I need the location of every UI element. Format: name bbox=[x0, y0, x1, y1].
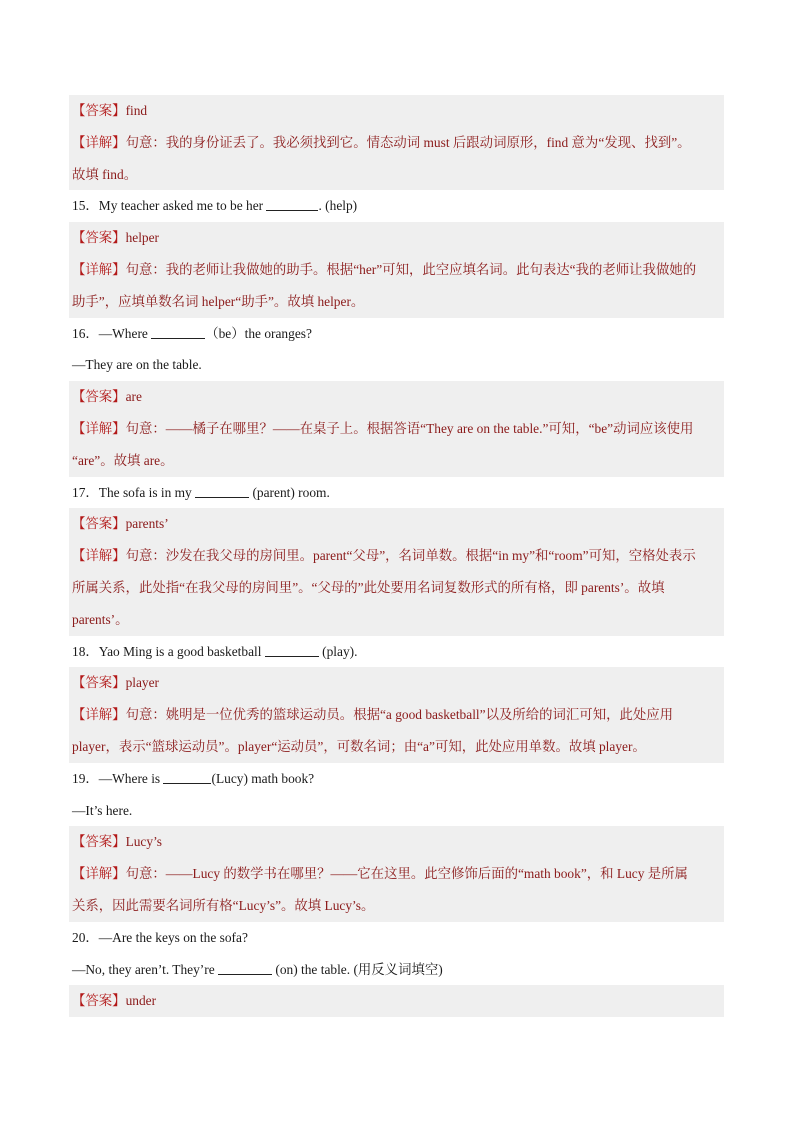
question-text: （be）the oranges? bbox=[205, 325, 312, 341]
answer-line bbox=[69, 667, 724, 699]
answer-blank bbox=[163, 771, 211, 784]
detail-text: 句意：我的身份证丢了。我必须找到它。情态动词 must 后跟动词原形，find 意为“发现、找到”。 bbox=[125, 134, 691, 150]
answer-tag: 【答案】 bbox=[72, 389, 126, 405]
detail-text: player，表示“篮球运动员”。player“运动员”，可数名词；由“a”可知，此处应用单数。故填 player。 bbox=[72, 738, 646, 754]
answer-text: under bbox=[125, 993, 157, 1009]
question-text: —It’s here. bbox=[72, 802, 133, 818]
question-text: (play). bbox=[318, 643, 358, 659]
detail-line bbox=[69, 858, 724, 890]
document-page bbox=[69, 95, 724, 1017]
detail-line bbox=[69, 572, 724, 604]
detail-text: 句意：——橘子在哪里？——在桌子上。根据答语“They are on the table.”可知，“be”动词应该使用 bbox=[125, 420, 694, 436]
answer-line bbox=[69, 826, 724, 858]
answer-line bbox=[69, 222, 724, 254]
answer-blank bbox=[151, 326, 205, 339]
answer-blank bbox=[195, 485, 249, 498]
detail-line bbox=[69, 159, 724, 191]
detail-line bbox=[69, 445, 724, 477]
answer-tag: 【答案】 bbox=[72, 103, 126, 118]
detail-text: 句意：沙发在我父母的房间里。parent“父母”，名词单数。根据“in my”和“room”可知，空格处表示 bbox=[125, 548, 696, 564]
question-text: —Are the keys on the sofa? bbox=[98, 929, 248, 945]
question-line bbox=[69, 763, 724, 795]
question-line bbox=[69, 349, 724, 381]
answer-text: player bbox=[125, 675, 160, 691]
question-text: (parent) room. bbox=[249, 484, 330, 500]
answer-tag: 【答案】 bbox=[72, 993, 126, 1009]
detail-line bbox=[69, 540, 724, 572]
question-text: . (help) bbox=[318, 198, 358, 214]
question-text: —Where bbox=[98, 325, 152, 341]
question-number: 15． bbox=[72, 198, 99, 214]
detail-text: 句意：——Lucy 的数学书在哪里？——它在这里。此空修饰后面的“math book”，和 Lucy 是所属 bbox=[125, 866, 688, 882]
answer-tag: 【答案】 bbox=[72, 516, 126, 532]
answer-blank bbox=[266, 198, 318, 211]
question-number: 18． bbox=[72, 643, 99, 659]
question-text: —Where is bbox=[98, 770, 164, 786]
question-text: (on) the table. (用反义词填空) bbox=[272, 961, 443, 977]
detail-line bbox=[69, 254, 724, 286]
answer-text: helper bbox=[125, 230, 160, 246]
detail-tag: 【详解】 bbox=[72, 261, 126, 277]
answer-line bbox=[69, 381, 724, 413]
answer-blank bbox=[265, 644, 319, 657]
answer-line bbox=[69, 95, 724, 127]
detail-text: parents’。 bbox=[72, 611, 129, 627]
detail-line bbox=[69, 604, 724, 636]
detail-tag: 【详解】 bbox=[72, 420, 126, 436]
question-number: 19． bbox=[72, 770, 99, 786]
detail-text: 关系，因此需要名词所有格“Lucy’s”。故填 Lucy’s。 bbox=[72, 897, 375, 913]
question-text: —They are on the table. bbox=[72, 357, 202, 373]
answer-text: Lucy’s bbox=[125, 834, 163, 850]
question-number: 20． bbox=[72, 929, 99, 945]
detail-tag: 【详解】 bbox=[72, 866, 126, 882]
answer-tag: 【答案】 bbox=[72, 834, 126, 850]
question-text: My teacher asked me to be her bbox=[98, 198, 267, 214]
detail-text: 故填 find。 bbox=[72, 166, 138, 182]
detail-text: 所属关系，此处指“在我父母的房间里”。“父母的”此处要用名词复数形式的所有格，即 parents’。故填 bbox=[72, 579, 665, 595]
question-text: The sofa is in my bbox=[98, 484, 196, 500]
question-line bbox=[69, 922, 724, 954]
answer-tag: 【答案】 bbox=[72, 675, 126, 691]
detail-line bbox=[69, 699, 724, 731]
question-line bbox=[69, 477, 724, 509]
detail-line bbox=[69, 413, 724, 445]
detail-text: “are”。故填 are。 bbox=[72, 452, 174, 468]
detail-text: 句意：姚明是一位优秀的篮球运动员。根据“a good basketball”以及所给的词汇可知，此处应用 bbox=[125, 707, 674, 723]
detail-line bbox=[69, 286, 724, 318]
detail-line bbox=[69, 890, 724, 922]
answer-line bbox=[69, 985, 724, 1017]
detail-text: 句意：我的老师让我做她的助手。根据“her”可知，此空应填名词。此句表达“我的老师让我做她的 bbox=[125, 261, 697, 277]
question-number: 16． bbox=[72, 325, 99, 341]
detail-tag: 【详解】 bbox=[72, 548, 126, 564]
detail-text: 助手”，应填单数名词 helper“助手”。故填 helper。 bbox=[72, 293, 365, 309]
question-line bbox=[69, 954, 724, 986]
question-line bbox=[69, 636, 724, 668]
question-text: (Lucy) math book? bbox=[211, 770, 315, 786]
question-line bbox=[69, 190, 724, 222]
answer-line bbox=[69, 508, 724, 540]
detail-tag: 【详解】 bbox=[72, 707, 126, 723]
question-line bbox=[69, 795, 724, 827]
answer-blank bbox=[218, 962, 272, 975]
question-text: Yao Ming is a good basketball bbox=[98, 643, 265, 659]
question-number: 17． bbox=[72, 484, 99, 500]
detail-tag: 【详解】 bbox=[72, 134, 126, 150]
detail-line bbox=[69, 127, 724, 159]
answer-text: are bbox=[125, 389, 142, 405]
answer-tag: 【答案】 bbox=[72, 230, 126, 246]
question-text: —No, they aren’t. They’re bbox=[72, 961, 219, 977]
answer-text: parents’ bbox=[125, 516, 169, 532]
answer-text: find bbox=[125, 103, 148, 118]
question-line bbox=[69, 318, 724, 350]
detail-line bbox=[69, 731, 724, 763]
